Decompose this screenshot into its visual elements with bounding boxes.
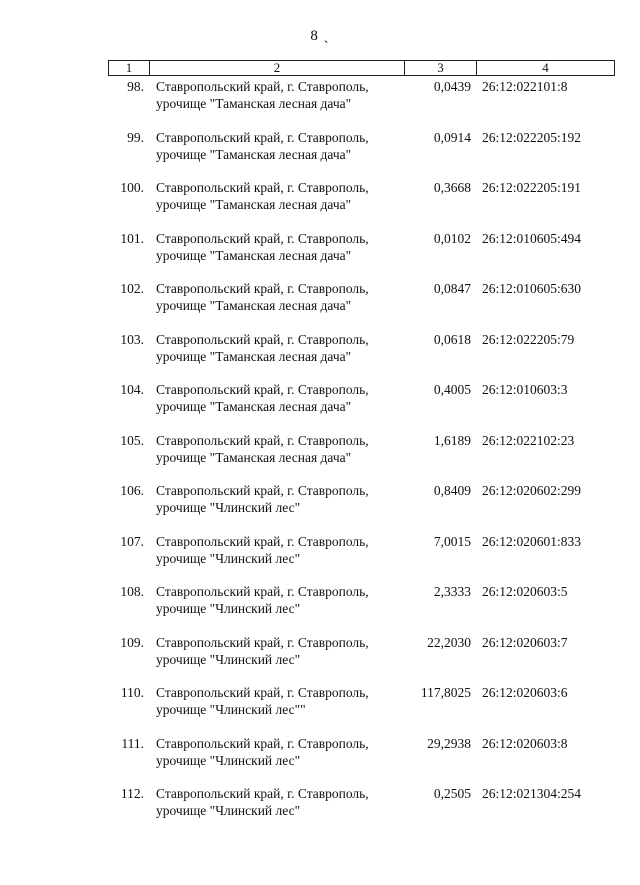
table-row (0, 129, 640, 180)
row-address (156, 684, 406, 718)
row-area: 7,0015 (433, 533, 471, 549)
table-row (0, 230, 640, 281)
row-number: 110. (120, 685, 144, 700)
address-line-2: урочище "Таманская лесная дача" (156, 399, 352, 414)
row-number: 100. (120, 180, 144, 195)
row-cadastral-number: 26:12:010603:3 (482, 382, 568, 397)
row-cadastral-number: 26:12:020603:8 (482, 735, 568, 751)
row-address (156, 634, 406, 668)
row-number: 101. (120, 230, 144, 246)
table-row (0, 331, 640, 382)
row-cadastral-number: 26:12:020603:7 (482, 634, 568, 650)
address-line-2: урочище "Члинский лес" (156, 601, 301, 616)
row-address (156, 533, 406, 567)
row-address (156, 331, 406, 365)
row-number: 106. (120, 483, 144, 498)
row-number: 109. (120, 634, 144, 650)
row-area: 117,8025 (420, 685, 471, 700)
row-address (156, 735, 406, 769)
address-line-1: Ставропольский край, г. Ставрополь, (156, 230, 369, 246)
row-address (156, 482, 406, 516)
header-col-3: 3 (405, 61, 477, 75)
table-row (0, 634, 640, 685)
table-row (0, 533, 640, 584)
address-line-2: урочище "Члинский лес" (156, 500, 301, 515)
row-cadastral-number: 26:12:020602:299 (482, 483, 582, 498)
row-number: 111. (121, 735, 144, 751)
address-line-1: Ставропольский край, г. Ставрополь, (156, 331, 369, 347)
table-row (0, 684, 640, 735)
row-address (156, 129, 406, 163)
row-number: 99. (127, 129, 144, 145)
row-area: 0,0914 (433, 129, 471, 145)
table-row (0, 785, 640, 836)
table-row (0, 179, 640, 230)
row-area: 0,0618 (433, 331, 471, 347)
row-area: 0,8409 (433, 483, 471, 498)
row-area: 22,2030 (427, 634, 471, 650)
row-number: 107. (120, 533, 144, 549)
address-line-1: Ставропольский край, г. Ставрополь, (156, 533, 369, 549)
address-line-1: Ставропольский край, г. Ставрополь, (156, 382, 369, 397)
row-address (156, 230, 406, 264)
header-col-1: 1 (109, 61, 150, 75)
row-area: 2,3333 (433, 584, 471, 599)
address-line-1: Ставропольский край, г. Ставрополь, (156, 584, 369, 599)
address-line-2: урочище "Члинский лес" (156, 803, 301, 818)
address-line-1: Ставропольский край, г. Ставрополь, (156, 634, 369, 650)
row-address (156, 179, 406, 213)
address-line-2: урочище "Таманская лесная дача" (156, 197, 352, 212)
address-line-2: урочище "Таманская лесная дача" (156, 298, 352, 313)
row-number: 103. (120, 331, 144, 347)
table-row (0, 432, 640, 483)
row-address (156, 785, 406, 819)
address-line-2: урочище "Члинский лес" (156, 752, 301, 768)
address-line-1: Ставропольский край, г. Ставрополь, (156, 129, 369, 145)
row-number: 112. (120, 786, 144, 801)
row-area: 0,0439 (433, 79, 471, 94)
row-number: 98. (127, 79, 144, 94)
address-line-1: Ставропольский край, г. Ставрополь, (156, 685, 369, 700)
table-row (0, 482, 640, 533)
row-cadastral-number: 26:12:010605:494 (482, 230, 582, 246)
address-line-1: Ставропольский край, г. Ставрополь, (156, 483, 369, 498)
header-col-4: 4 (542, 60, 549, 75)
row-number: 104. (120, 382, 144, 397)
page-number: 8 ˎ (310, 28, 330, 44)
table-row (0, 735, 640, 786)
table-row (0, 280, 640, 331)
row-cadastral-number: 26:12:022205:79 (482, 331, 575, 347)
table-row (0, 583, 640, 634)
address-line-1: Ставропольский край, г. Ставрополь, (156, 786, 369, 801)
row-cadastral-number: 26:12:020601:833 (482, 533, 582, 549)
table-header (108, 60, 615, 76)
row-cadastral-number: 26:12:022205:192 (482, 129, 582, 145)
row-number: 105. (120, 432, 144, 448)
row-area: 0,4005 (433, 382, 471, 397)
table-row (0, 78, 640, 129)
row-address (156, 583, 406, 617)
row-area: 0,0102 (433, 230, 471, 246)
address-line-2: урочище "Члинский лес" (156, 550, 301, 566)
row-area: 0,3668 (433, 180, 471, 195)
table-row (0, 381, 640, 432)
address-line-1: Ставропольский край, г. Ставрополь, (156, 432, 369, 448)
row-address (156, 432, 406, 466)
address-line-2: урочище "Таманская лесная дача" (156, 96, 352, 111)
row-cadastral-number: 26:12:020603:6 (482, 685, 568, 700)
row-cadastral-number: 26:12:021304:254 (482, 786, 582, 801)
row-area: 0,2505 (433, 786, 471, 801)
row-address (156, 280, 406, 314)
table-body (0, 78, 640, 836)
row-address (156, 381, 406, 415)
header-col-2: 2 (150, 61, 405, 75)
address-line-2: урочище "Члинский лес" (156, 651, 301, 667)
address-line-1: Ставропольский край, г. Ставрополь, (156, 735, 369, 751)
address-line-1: Ставропольский край, г. Ставрополь, (156, 180, 369, 195)
address-line-2: урочище "Таманская лесная дача" (156, 449, 352, 465)
row-number: 108. (120, 584, 144, 599)
row-cadastral-number: 26:12:020603:5 (482, 584, 568, 599)
row-cadastral-number: 26:12:022101:8 (482, 79, 568, 94)
address-line-1: Ставропольский край, г. Ставрополь, (156, 281, 369, 296)
row-address (156, 78, 406, 112)
row-cadastral-number: 26:12:022205:191 (482, 180, 582, 195)
address-line-1: Ставропольский край, г. Ставрополь, (156, 79, 369, 94)
address-line-2: урочище "Таманская лесная дача" (156, 348, 352, 364)
row-area: 0,0847 (433, 281, 471, 296)
row-area: 1,6189 (433, 432, 471, 448)
row-cadastral-number: 26:12:022102:23 (482, 432, 575, 448)
row-area: 29,2938 (427, 735, 471, 751)
row-number: 102. (120, 281, 144, 296)
address-line-2: урочище "Члинский лес"" (156, 702, 306, 717)
address-line-2: урочище "Таманская лесная дача" (156, 247, 352, 263)
row-cadastral-number: 26:12:010605:630 (482, 281, 582, 296)
address-line-2: урочище "Таманская лесная дача" (156, 146, 352, 162)
